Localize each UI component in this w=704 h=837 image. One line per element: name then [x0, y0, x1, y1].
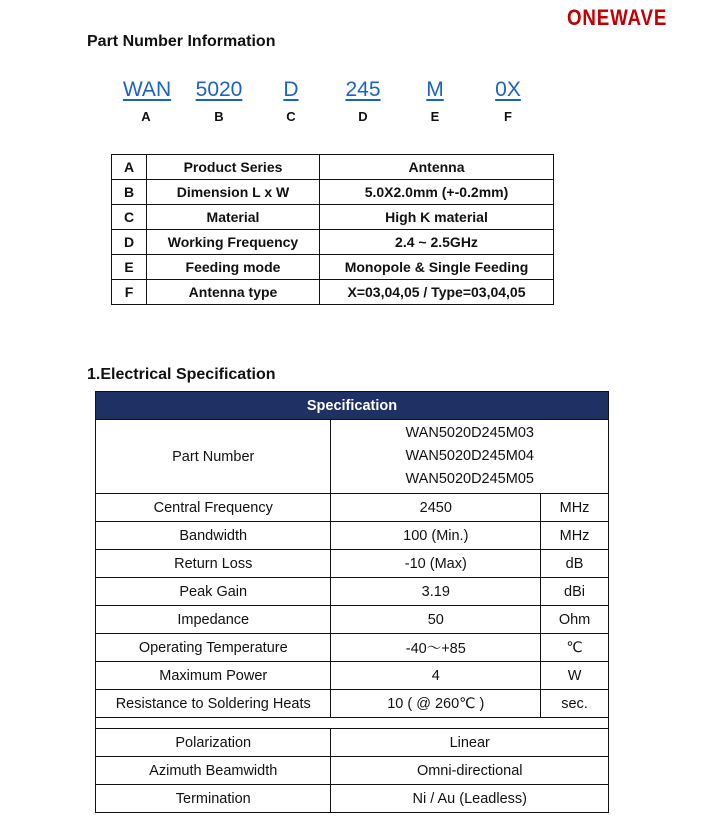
param-value: 100 (Min.) [331, 522, 541, 550]
param-name: Impedance [96, 606, 331, 634]
pn-code-c: D [283, 78, 299, 101]
pn-code-e: M [426, 78, 444, 101]
row-value: X=03,04,05 / Type=03,04,05 [320, 280, 554, 305]
param-name: Return Loss [96, 550, 331, 578]
row-field: Working Frequency [147, 230, 320, 255]
param-value: 2450 [331, 494, 541, 522]
table-row [96, 550, 609, 578]
param-unit: MHz [541, 494, 609, 522]
table-row [96, 522, 609, 550]
part-number-item: WAN5020D245M03 [405, 425, 534, 441]
param-unit: sec. [541, 690, 609, 718]
table-row [112, 180, 554, 205]
row-field: Feeding mode [147, 255, 320, 280]
param-name: Operating Temperature [96, 634, 331, 662]
row-value: 5.0X2.0mm (+-0.2mm) [320, 180, 554, 205]
row-field: Product Series [147, 155, 320, 180]
onewave-logo: ONEWAVE [567, 5, 668, 30]
table-row [112, 155, 554, 180]
param-value: Ni / Au (Leadless) [331, 785, 609, 813]
param-name: Polarization [96, 729, 331, 757]
part-number-list [331, 420, 609, 494]
param-name: Central Frequency [96, 494, 331, 522]
electrical-spec-title: 1.Electrical Specification [87, 366, 276, 383]
pn-code-d: 245 [345, 78, 381, 101]
row-key: D [112, 230, 147, 255]
pn-letter-b: B [214, 109, 224, 124]
spacer-row [96, 718, 609, 729]
table-row [96, 690, 609, 718]
table-row [96, 785, 609, 813]
param-name: Peak Gain [96, 578, 331, 606]
param-unit: MHz [541, 522, 609, 550]
row-key: F [112, 280, 147, 305]
param-value: 10 ( @ 260℃ ) [331, 690, 541, 718]
pn-letter-e: E [430, 109, 440, 124]
pn-letter-d: D [358, 109, 368, 124]
part-number-row [96, 420, 609, 494]
param-value: -10 (Max) [331, 550, 541, 578]
row-value: Antenna [320, 155, 554, 180]
param-unit: Ohm [541, 606, 609, 634]
row-value: 2.4 ~ 2.5GHz [320, 230, 554, 255]
table-row [112, 280, 554, 305]
param-unit: W [541, 662, 609, 690]
param-value: Omni-directional [331, 757, 609, 785]
pn-letter-a: A [141, 109, 151, 124]
param-value: 50 [331, 606, 541, 634]
spec-header-row [96, 392, 609, 420]
param-name: Termination [96, 785, 331, 813]
param-name: Azimuth Beamwidth [96, 757, 331, 785]
table-row [96, 662, 609, 690]
table-row [96, 606, 609, 634]
param-unit: dB [541, 550, 609, 578]
row-field: Dimension L x W [147, 180, 320, 205]
table-row [96, 634, 609, 662]
pn-code-a: WAN [122, 78, 172, 101]
spacer-cell [96, 718, 609, 729]
part-number-label: Part Number [96, 420, 331, 494]
table-row [112, 255, 554, 280]
row-key: E [112, 255, 147, 280]
row-key: C [112, 205, 147, 230]
param-name: Bandwidth [96, 522, 331, 550]
table-row [96, 729, 609, 757]
part-number-title: Part Number Information [87, 33, 276, 50]
table-row [96, 757, 609, 785]
param-value: -40～+85 [331, 634, 541, 662]
table-row [112, 205, 554, 230]
param-value: 4 [331, 662, 541, 690]
electrical-spec-table [95, 391, 609, 813]
table-row [112, 230, 554, 255]
table-row [96, 494, 609, 522]
pn-code-f: 0X [495, 78, 521, 101]
row-value: High K material [320, 205, 554, 230]
spec-header: Specification [96, 392, 609, 420]
row-field: Material [147, 205, 320, 230]
param-value: 3.19 [331, 578, 541, 606]
pn-code-b: 5020 [195, 78, 243, 101]
param-name: Maximum Power [96, 662, 331, 690]
part-number-item: WAN5020D245M05 [405, 471, 534, 487]
row-field: Antenna type [147, 280, 320, 305]
param-unit: ℃ [541, 634, 609, 662]
row-key: A [112, 155, 147, 180]
row-key: B [112, 180, 147, 205]
param-value: Linear [331, 729, 609, 757]
part-number-table [111, 154, 554, 305]
param-unit: dBi [541, 578, 609, 606]
param-name: Resistance to Soldering Heats [96, 690, 331, 718]
pn-letter-c: C [286, 109, 296, 124]
row-value: Monopole & Single Feeding [320, 255, 554, 280]
part-number-item: WAN5020D245M04 [405, 448, 534, 464]
pn-letter-f: F [504, 109, 512, 124]
table-row [96, 578, 609, 606]
